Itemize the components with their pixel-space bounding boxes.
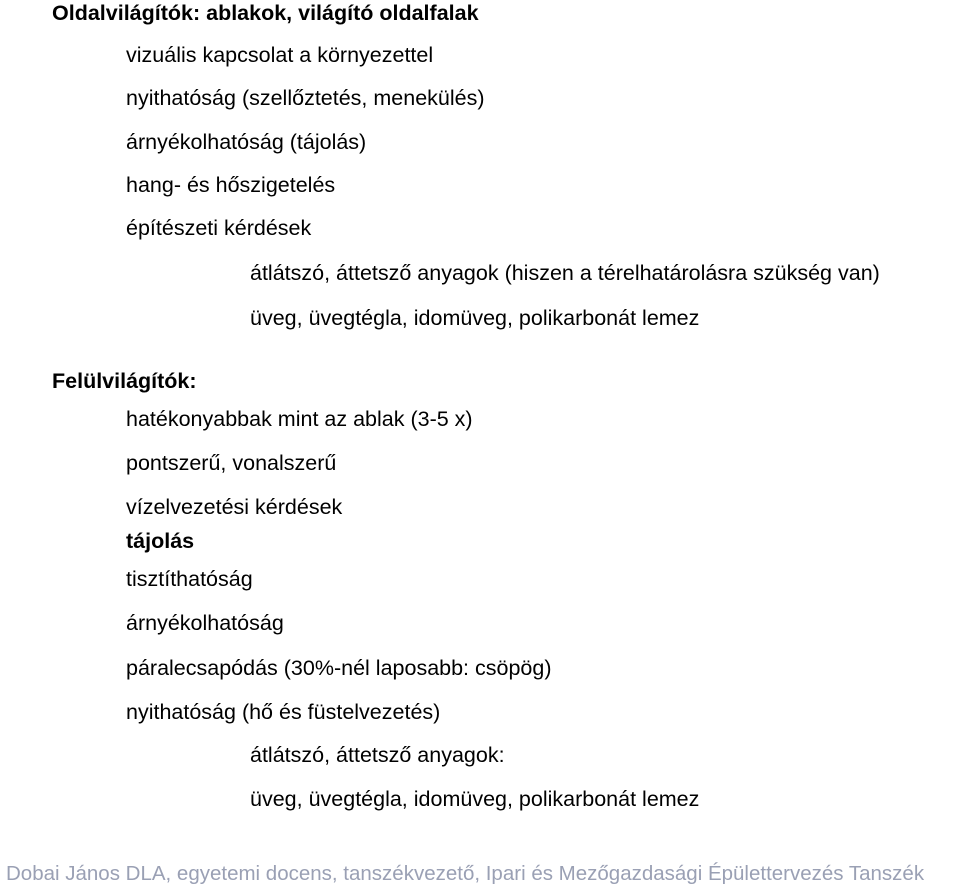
list-item: vízelvezetési kérdések (126, 495, 343, 519)
list-item: nyithatóság (szellőztetés, menekülés) (126, 86, 485, 110)
list-item: árnyékolhatóság (tájolás) (126, 130, 367, 154)
list-item: építészeti kérdések (126, 216, 312, 240)
list-item: nyithatóság (hő és füstelvezetés) (126, 700, 441, 724)
list-item: hatékonyabbak mint az ablak (3-5 x) (126, 407, 473, 431)
sub-list-item: átlátszó, áttetsző anyagok: (250, 743, 505, 767)
sub-list-item: üveg, üvegtégla, idomüveg, polikarbonát lemez (250, 787, 700, 811)
section-heading-felulvilagitok: Felülvilágítók: (52, 369, 197, 393)
list-item: páralecsapódás (30%-nél laposabb: csöpög) (126, 656, 552, 680)
sub-list-item: átlátszó, áttetsző anyagok (hiszen a térelhatárolásra szükség van) (250, 261, 880, 285)
list-item: hang- és hőszigetelés (126, 173, 336, 197)
list-item-emphasized: tájolás (126, 529, 195, 553)
list-item: árnyékolhatóság (126, 611, 284, 635)
sub-list-item: üveg, üvegtégla, idomüveg, polikarbonát lemez (250, 306, 700, 330)
list-item: pontszerű, vonalszerű (126, 451, 337, 475)
list-item: vizuális kapcsolat a környezettel (126, 43, 434, 67)
footer-credit: Dobai János DLA, egyetemi docens, tanszékvezető, Ipari és Mezőgazdasági Épülettervezés Tanszék (6, 862, 925, 885)
list-item: tisztíthatóság (126, 567, 253, 591)
section-heading-oldalvilagitok: Oldalvilágítók: ablakok, világító oldalfalak (52, 1, 479, 25)
